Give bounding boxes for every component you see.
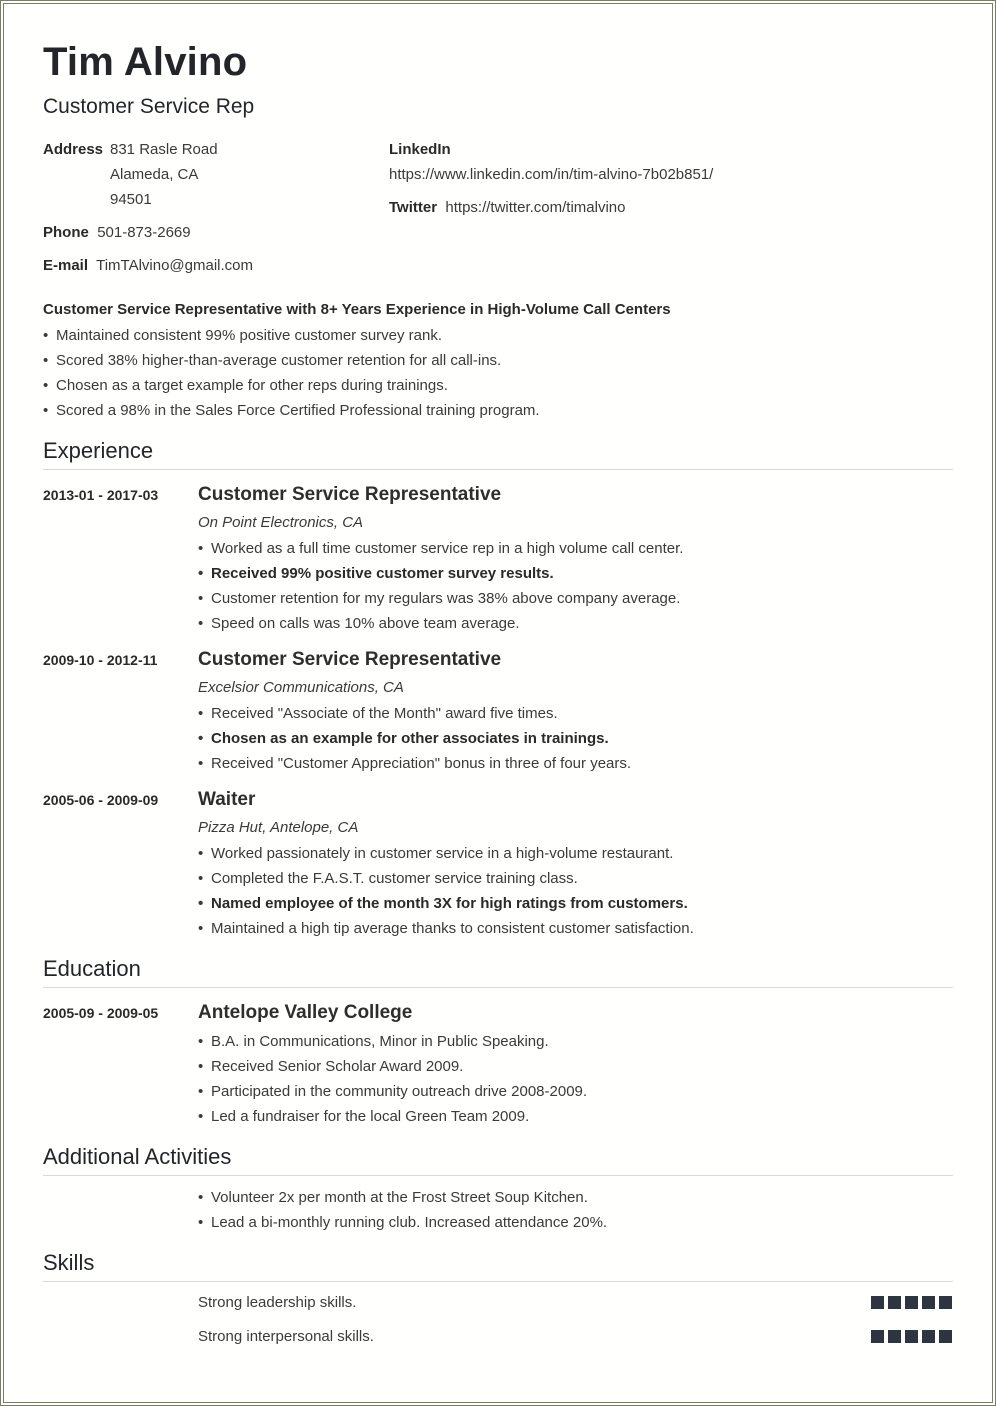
address-label: Address: [43, 141, 104, 158]
skill-level-meter: [871, 1296, 952, 1309]
entry-bullets: [198, 536, 683, 636]
entry-title: Antelope Valley College: [198, 1002, 413, 1023]
skill-level-dot: [905, 1296, 918, 1309]
skill-row: [198, 1328, 953, 1348]
activities-list: [198, 1185, 607, 1235]
entry-bullet: • Named employee of the month 3X for high ratings from customers.: [198, 891, 694, 916]
twitter-label: Twitter: [389, 199, 438, 216]
entry-bullet: • Received "Associate of the Month" award five times.: [198, 701, 631, 726]
skill-name: Strong leadership skills.: [198, 1294, 357, 1311]
entry-bullet: • Speed on calls was 10% above team average.: [198, 611, 683, 636]
email-link[interactable]: TimTAlvino@gmail.com: [96, 257, 254, 274]
skill-row: [198, 1294, 953, 1314]
candidate-name: Tim Alvino: [43, 40, 248, 84]
summary-bullet: • Maintained consistent 99% positive customer survey rank.: [43, 323, 540, 348]
linkedin-label: LinkedIn: [389, 141, 451, 158]
skill-level-dot: [922, 1296, 935, 1309]
entry-bullets: [198, 1029, 587, 1129]
linkedin-block: [389, 137, 713, 187]
entry-company: Pizza Hut, Antelope, CA: [198, 819, 359, 836]
entry-company: On Point Electronics, CA: [198, 514, 364, 531]
skill-level-dot: [871, 1296, 884, 1309]
email-block: [43, 253, 253, 278]
entry-bullet: • Worked passionately in customer service in a high-volume restaurant.: [198, 841, 694, 866]
skill-level-dot: [888, 1330, 901, 1343]
entry-bullet: • Customer retention for my regulars was 38% above company average.: [198, 586, 683, 611]
section-heading-experience: Experience: [43, 438, 953, 470]
skill-level-dot: [922, 1330, 935, 1343]
candidate-role: Customer Service Rep: [43, 95, 255, 118]
entry-bullet: • Chosen as an example for other associates in trainings.: [198, 726, 631, 751]
skill-level-dot: [871, 1330, 884, 1343]
summary-bullet: • Scored a 98% in the Sales Force Certified Professional training program.: [43, 398, 540, 423]
entry-bullet: • Received "Customer Appreciation" bonus in three of four years.: [198, 751, 631, 776]
entry-bullet: • Participated in the community outreach drive 2008-2009.: [198, 1079, 587, 1104]
address-line: 94501: [110, 191, 152, 208]
activity-bullet: • Lead a bi-monthly running club. Increased attendance 20%.: [198, 1210, 607, 1235]
skill-level-dot: [905, 1330, 918, 1343]
summary-title: Customer Service Representative with 8+ Years Experience in High-Volume Call Centers: [43, 301, 671, 318]
entry-title: Customer Service Representative: [198, 649, 502, 670]
entry-dates: 2013-01 - 2017-03: [43, 487, 159, 503]
entry-bullet: • Led a fundraiser for the local Green Team 2009.: [198, 1104, 587, 1129]
address-line: 831 Rasle Road: [110, 141, 218, 158]
activity-bullet: • Volunteer 2x per month at the Frost Street Soup Kitchen.: [198, 1185, 607, 1210]
address-lines: [110, 137, 218, 212]
address-line: Alameda, CA: [110, 166, 199, 183]
section-heading-education: Education: [43, 956, 953, 988]
linkedin-link[interactable]: https://www.linkedin.com/in/tim-alvino-7b02b851/: [389, 166, 714, 183]
skill-level-dot: [888, 1296, 901, 1309]
section-heading-activities: Additional Activities: [43, 1144, 953, 1176]
skill-level-meter: [871, 1330, 952, 1343]
entry-bullet: • Maintained a high tip average thanks to consistent customer satisfaction.: [198, 916, 694, 941]
phone-block: [43, 220, 191, 245]
section-heading-skills: Skills: [43, 1250, 953, 1282]
skill-level-dot: [939, 1330, 952, 1343]
summary-bullet: • Scored 38% higher-than-average customer retention for all call-ins.: [43, 348, 540, 373]
entry-dates: 2005-06 - 2009-09: [43, 792, 159, 808]
entry-bullet: • Received 99% positive customer survey results.: [198, 561, 683, 586]
summary-bullet: • Chosen as a target example for other reps during trainings.: [43, 373, 540, 398]
address-block: [43, 137, 103, 162]
twitter-block: [389, 195, 625, 220]
entry-bullet: • B.A. in Communications, Minor in Public Speaking.: [198, 1029, 587, 1054]
entry-bullet: • Received Senior Scholar Award 2009.: [198, 1054, 587, 1079]
skill-level-dot: [939, 1296, 952, 1309]
entry-bullets: [198, 701, 631, 776]
summary-list: [43, 323, 540, 423]
entry-dates: 2009-10 - 2012-11: [43, 652, 158, 668]
entry-company: Excelsior Communications, CA: [198, 679, 404, 696]
entry-dates: 2005-09 - 2009-05: [43, 1005, 159, 1021]
phone-value: 501-873-2669: [97, 224, 191, 241]
phone-label: Phone: [43, 224, 89, 241]
entry-bullet: • Completed the F.A.S.T. customer service training class.: [198, 866, 694, 891]
entry-bullet: • Worked as a full time customer service rep in a high volume call center.: [198, 536, 683, 561]
skill-name: Strong interpersonal skills.: [198, 1328, 374, 1345]
twitter-link[interactable]: https://twitter.com/timalvino: [445, 199, 626, 216]
entry-title: Customer Service Representative: [198, 484, 502, 505]
entry-bullets: [198, 841, 694, 941]
entry-title: Waiter: [198, 789, 256, 810]
email-label: E-mail: [43, 257, 89, 274]
